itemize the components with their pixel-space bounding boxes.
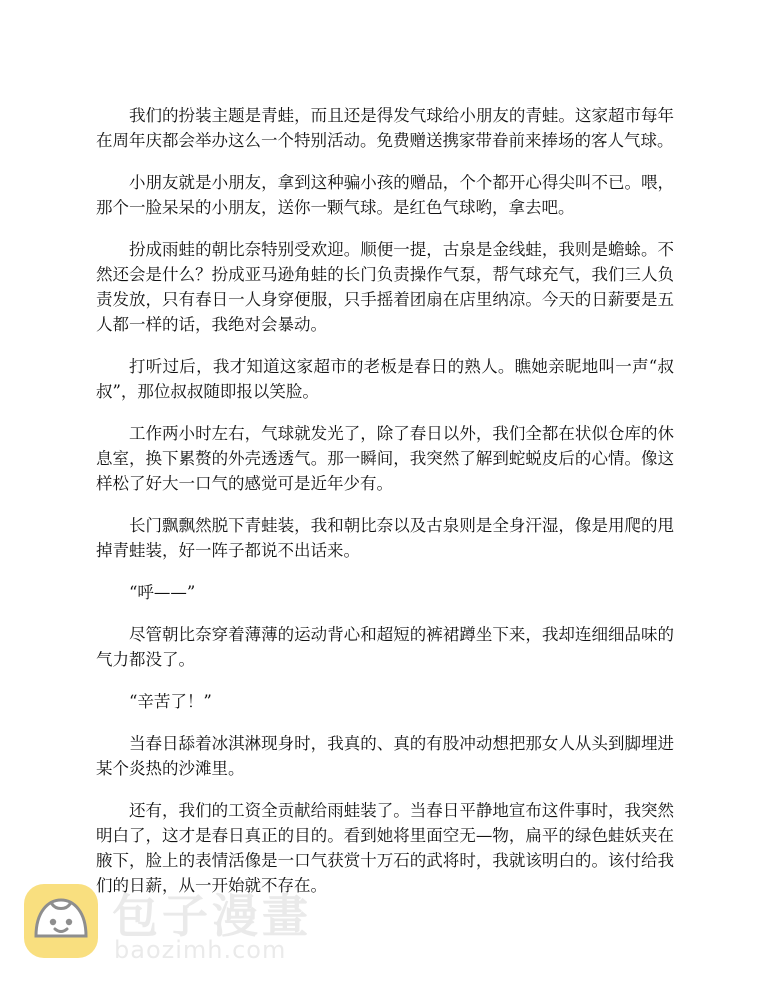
paragraph: 尽管朝比奈穿着薄薄的运动背心和超短的裤裙蹲坐下来，我却连细细品味的气力都没了。 [96, 625, 674, 669]
paragraph: 还有，我们的工资全贡献给雨蛙装了。当春日平静地宣布这件事时，我突然明白了，这才是春日真正的目的。看到她将里面空无—物，扁平的绿色蛙妖夹在腋下，脸上的表情活像是一口气获赏十万石的武将时，我就该明白的。该付给我们的日薪，从一开始就不存在。 [96, 801, 674, 895]
dialogue-line: “辛苦了！” [129, 692, 212, 711]
paragraph: 工作两小时左右，气球就发光了，除了春日以外，我们全都在状似仓库的休息室，换下累赘的外壳透透气。那一瞬间，我突然了解到蛇蜕皮后的心情。像这样松了好大一口气的感觉可是近年少有。 [96, 424, 674, 493]
paragraph: 打听过后，我才知道这家超市的老板是春日的熟人。瞧她亲昵地叫一声“叔叔”，那位叔叔随即报以笑脸。 [96, 357, 674, 401]
paragraph: 扮成雨蛙的朝比奈特别受欢迎。顺便一提，古泉是金线蛙，我则是蟾蜍。不然还会是什么？扮成亚马逊角蛙的长门负责操作气泵，帮气球充气，我们三人负责发放，只有春日一人身穿便服，只手摇着团扇在店里纳凉。今天的日薪要是五人都一样的话，我绝对会暴动。 [96, 240, 674, 334]
watermark-url: baozimh.com [114, 936, 287, 964]
paragraph: 我们的扮装主题是青蛙，而且还是得发气球给小朋友的青蛙。这家超市每年在周年庆都会举办这么一个特别活动。免费赠送携家带眷前来捧场的客人气球。 [96, 106, 674, 150]
paragraph: 当春日舔着冰淇淋现身时，我真的、真的有股冲动想把那女人从头到脚埋进某个炎热的沙滩里。 [96, 734, 674, 778]
watermark-title: 包子漫畫 [112, 889, 312, 943]
watermark [22, 878, 322, 968]
paragraph: 小朋友就是小朋友，拿到这种骗小孩的赠品，个个都开心得尖叫不已。喂，那个一脸呆呆的小朋友，送你一颗气球。是红色气球哟，拿去吧。 [96, 173, 674, 217]
document-body [96, 103, 674, 915]
paragraph: 长门飘飘然脱下青蛙装，我和朝比奈以及古泉则是全身汗湿，像是用爬的甩掉青蛙装，好一阵子都说不出话来。 [96, 516, 674, 560]
bun-mascot-icon [22, 882, 100, 960]
dialogue-line: “呼——” [129, 583, 196, 602]
